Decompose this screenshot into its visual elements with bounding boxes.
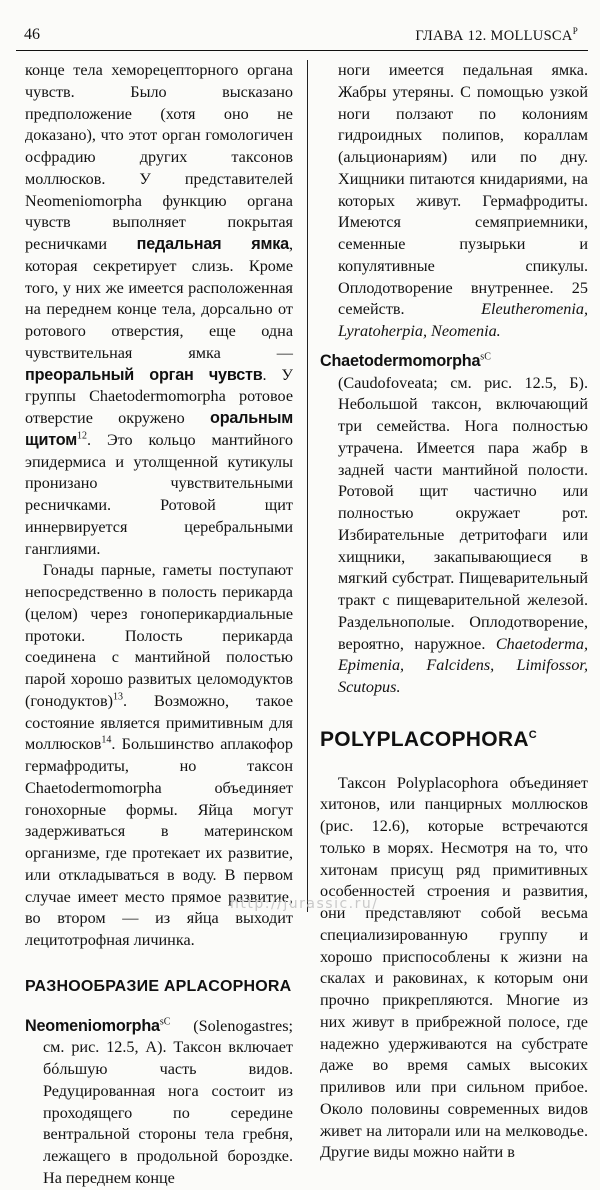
paragraph-text: . Это кольцо мантийного эпидермиса и утолщенной кутикулы пронизано чувствительными ресничками. Ротовой щит иннервируется церебральными ганглиями.	[25, 430, 293, 558]
paragraph-text: (Caudofoveata; см. рис. 12.5, Б). Небольшой таксон, включающий три семейства. Нога полностью утрачена. Имеется пара жабр в задней части мантийной полости. Ротовой щит частично или полностью окружает рот. Избирательные детритофаги или хищники, закапывающиеся в мягкий субстрат. Пищеварительный тракт с пищеварительной железой. Раздельнополые. Оплодотворение, вероятно, наружное.	[338, 373, 588, 653]
term-preoral-sense-organ: преоральный орган чувств	[25, 365, 263, 384]
footnote-ref: 14	[101, 734, 112, 746]
running-title-superscript: P	[572, 26, 578, 36]
taxon-name: Chaetodermomorpha	[320, 351, 481, 370]
taxon-entry-neomeniomorpha	[25, 1016, 293, 1190]
paragraph-text: (Solenogastres; см. рис. 12.5, А). Таксон включает бóльшую часть видов. Редуцированная нога состоит из проходящего по середине вентральной стороны тела гребня, лежащего в продольной бороздке. На переднем конце	[43, 1016, 293, 1187]
footnote-ref: 12	[76, 430, 87, 442]
section-heading-polyplacophora	[320, 729, 588, 751]
paragraph-text: ноги имеется педальная ямка. Жабры утеряны. С помощью узкой ноги ползают по колониям гидроидных полипов, кораллам (альционариям) или по дну. Хищники питаются книдариями, на которых живут. Гермафродиты. Имеются семяприемники, семенные пузырьки и копулятивные спикулы. Оплодотворение внутреннее. 25 семейств.	[338, 61, 588, 319]
taxon-entry-chaetodermomorpha	[320, 351, 588, 699]
watermark: http://jurassic.ru/	[230, 896, 379, 912]
taxon-rank: sC	[480, 351, 491, 363]
genus-list: Eleutheromenia, Lyratoherpia, Neomenia.	[338, 300, 588, 340]
paragraph-polyplacophora-intro: Таксон Polyplacophora объединяет хитонов, или панцирных моллюсков (рис. 12.6), которые встречаются только в морях. Несмотря на то, что хитонам присущ ряд примитивных особенностей строения и развития, они представляют собой весьма специализированную группу и хорошо приспособлены к жизни на скалах и раковинах, к которым они прочно прикрепляются. Многие из них живут в прибрежной полосе, где надежно удерживаются на субстрате даже во время самых высоких приливов или при сильном прибое. Около половины современных видов живет на литорали или на мелководье. Другие виды можно найти в	[320, 773, 588, 1162]
section-heading-aplacophora-diversity: РАЗНООБРАЗИЕ APLACOPHORA	[25, 977, 292, 995]
running-title-text: ГЛАВА 12. MOLLUSCA	[415, 27, 573, 44]
taxon-name: Neomeniomorpha	[25, 1016, 160, 1035]
header-rule	[16, 50, 588, 51]
paragraph-text: . Большинство аплакофор гермафродиты, но таксон Chaetodermomorpha объединяет гонохорные формы. Яйца могут задерживаться в материнском организме, где протекает их развитие, или откладываться в воду. В первом случае имеет место прямое развитие, во втором — из яйца выходит лецитотрофная личинка.	[25, 735, 293, 949]
term-pedal-pit: педальная ямка	[136, 235, 289, 253]
column-divider	[307, 60, 308, 912]
right-column	[320, 60, 588, 1164]
paragraph-text: , которая секретирует слизь. Кроме того, у них же имеется расположенная на переднем конце тела, дорсально от ротового отверстия, еще одна чувствительная ямка —	[25, 235, 293, 362]
section-heading-text: POLYPLACOPHORA	[320, 727, 529, 751]
paragraph-text: конце тела хеморецепторного органа чувств. Было высказано предположение (хотя оно не доказано), что этот орган гомологичен осфрадию других таксонов моллюсков. У представителей Neomeniomorpha функцию органа чувств выполняет покрытая ресничками	[25, 61, 293, 253]
taxon-rank: sC	[159, 1016, 171, 1028]
running-head	[16, 18, 588, 52]
paragraph-text: . У группы Chaetodermomorpha ротовое отверстие окружено	[25, 365, 293, 427]
paragraph-text: Гонады парные, гаметы поступают непосредственно в полость перикарда (целом) через гоноперикардиальные протоки. Полость перикарда соединена с мантийной полостью парой хорошо развитых целомодуктов (гонодуктов)	[25, 561, 293, 710]
paragraph-text: . Возможно, такое состояние является примитивным для моллюсков	[25, 691, 293, 754]
left-column	[25, 60, 293, 1190]
page-number: 46	[24, 26, 40, 43]
paragraph-sense-organs	[25, 60, 293, 560]
paragraph-gonads	[25, 560, 293, 952]
genus-list: Chaetoderma, Epimenia, Falcidens, Limifossor, Scutopus.	[338, 634, 588, 696]
section-heading-rank: C	[528, 728, 538, 741]
footnote-ref: 13	[112, 691, 123, 703]
taxon-entry-neomeniomorpha-continued	[320, 60, 588, 343]
term-oral-shield: оральным щитом	[25, 409, 293, 449]
running-title	[415, 26, 578, 45]
